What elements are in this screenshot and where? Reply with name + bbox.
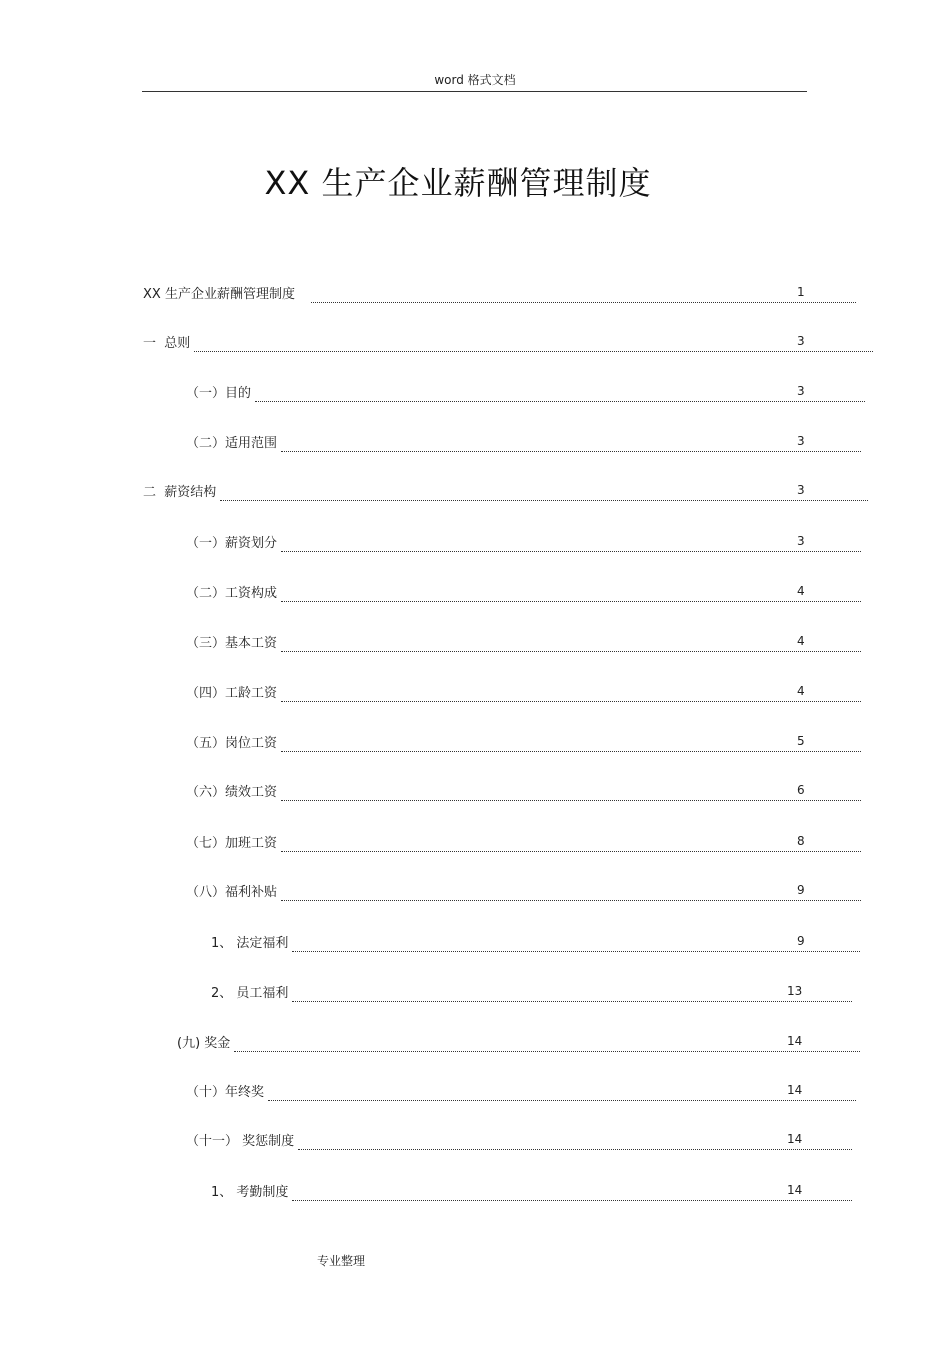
toc-entry[interactable] <box>186 881 861 901</box>
toc-entry-label: （一）薪资划分 <box>186 536 278 551</box>
toc-entry-page: 4 <box>797 634 805 648</box>
toc-leader-dots <box>292 1186 852 1201</box>
toc-leader-dots <box>311 288 856 303</box>
toc-entry-page: 14 <box>787 1083 803 1097</box>
toc-leader-dots <box>281 687 861 702</box>
toc-entry-page: 6 <box>797 783 805 797</box>
toc-leader-dots <box>281 786 861 801</box>
toc-entry-page: 8 <box>797 834 805 848</box>
toc-entry-label: 一 总则 <box>143 336 191 351</box>
toc-entry-label: （五）岗位工资 <box>186 736 278 751</box>
toc-entry-label: （六）绩效工资 <box>186 785 278 800</box>
toc-entry-label: (九) 奖金 <box>177 1036 231 1051</box>
toc-entry-label: （四）工龄工资 <box>186 686 278 701</box>
toc-leader-dots <box>220 486 868 501</box>
toc-leader-dots <box>268 1086 856 1101</box>
toc-entry-page: 5 <box>797 734 805 748</box>
toc-leader-dots <box>281 837 861 852</box>
toc-leader-dots <box>281 587 861 602</box>
toc-entry[interactable] <box>211 1181 852 1201</box>
toc-entry-label: 1、 考勤制度 <box>211 1185 289 1200</box>
toc-entry[interactable] <box>186 532 861 552</box>
toc-entry-label: 二 薪资结构 <box>143 485 217 500</box>
toc-entry-label: 2、 员工福利 <box>211 986 289 1001</box>
toc-leader-dots <box>194 337 873 352</box>
toc-entry-page: 4 <box>797 684 805 698</box>
toc-entry[interactable] <box>211 932 860 952</box>
toc-entry-label: （三）基本工资 <box>186 636 278 651</box>
toc-entry[interactable] <box>186 1130 852 1150</box>
toc-entry[interactable] <box>186 781 861 801</box>
toc-entry[interactable] <box>186 832 861 852</box>
toc-entry-page: 3 <box>797 534 805 548</box>
toc-entry-page: 14 <box>787 1034 803 1048</box>
document-title: XX 生产企业薪酬管理制度 <box>264 164 652 202</box>
header-rule <box>142 91 807 92</box>
toc-entry[interactable] <box>211 982 852 1002</box>
toc-entry-label: （十一） 奖惩制度 <box>186 1134 295 1149</box>
toc-leader-dots <box>281 537 861 552</box>
toc-entry[interactable] <box>143 332 873 352</box>
toc-leader-dots <box>281 737 861 752</box>
header-text: word 格式文档 <box>434 73 516 87</box>
toc-leader-dots <box>255 387 865 402</box>
toc-entry[interactable] <box>143 283 856 303</box>
toc-leader-dots <box>292 987 852 1002</box>
toc-entry-label: （二）适用范围 <box>186 436 278 451</box>
toc-entry[interactable] <box>186 382 865 402</box>
toc-entry[interactable] <box>186 732 861 752</box>
toc-entry-label: XX 生产企业薪酬管理制度 <box>143 287 308 302</box>
toc-entry[interactable] <box>186 1081 856 1101</box>
toc-entry-page: 9 <box>797 883 805 897</box>
toc-entry-page: 3 <box>797 334 805 348</box>
page-footer: 专业整理 <box>317 1254 366 1268</box>
toc-leader-dots <box>281 886 861 901</box>
toc-entry[interactable] <box>186 432 861 452</box>
toc-entry-label: （十）年终奖 <box>186 1085 265 1100</box>
toc-entry-page: 9 <box>797 934 805 948</box>
toc-entry-page: 3 <box>797 434 805 448</box>
toc-entry[interactable] <box>186 582 861 602</box>
toc-entry-label: （八）福利补贴 <box>186 885 278 900</box>
toc-entry-page: 4 <box>797 584 805 598</box>
toc-entry-page: 3 <box>797 483 805 497</box>
toc-entry-page: 14 <box>787 1132 803 1146</box>
toc-entry-label: （一）目的 <box>186 386 252 401</box>
toc-leader-dots <box>292 937 860 952</box>
toc-leader-dots <box>281 437 861 452</box>
toc-entry-label: （七）加班工资 <box>186 836 278 851</box>
toc-entry-label: （二）工资构成 <box>186 586 278 601</box>
toc-entry-page: 13 <box>787 984 803 998</box>
toc-entry[interactable] <box>186 632 861 652</box>
toc-entry[interactable] <box>186 682 861 702</box>
toc-entry[interactable] <box>143 481 868 501</box>
toc-entry-page: 14 <box>787 1183 803 1197</box>
toc-leader-dots <box>298 1135 852 1150</box>
toc-entry-page: 3 <box>797 384 805 398</box>
toc-entry-label: 1、 法定福利 <box>211 936 289 951</box>
toc-leader-dots <box>281 637 861 652</box>
toc-leader-dots <box>234 1037 860 1052</box>
toc-entry-page: 1 <box>797 285 805 299</box>
toc-entry[interactable] <box>177 1032 860 1052</box>
